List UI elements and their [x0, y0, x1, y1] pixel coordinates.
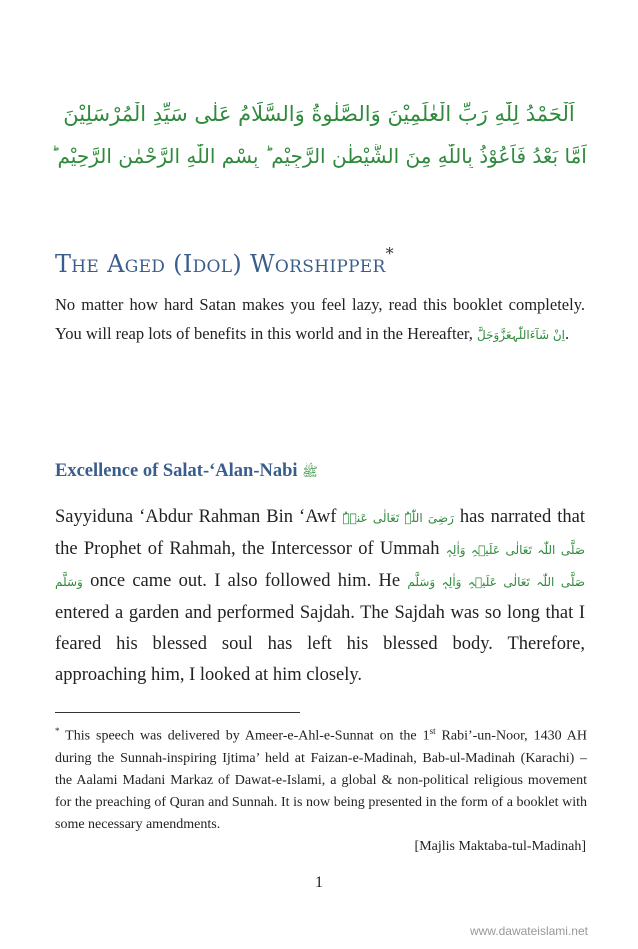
footnote-divider: [55, 712, 300, 713]
intro-end: .: [565, 324, 570, 343]
body-text-4: entered a garden and performed Sajdah. The Sajdah was so long that I feared his blessed soul has left his blessed body. Therefore, approaching him, I looked at him closely.: [55, 603, 585, 685]
body-paragraph: [55, 502, 585, 691]
footnote: [55, 720, 587, 836]
body-text-2: has narrated that the Prophet of Rahmah, the Intercessor of Ummah: [55, 507, 585, 559]
body-arabic-1: رَضِیَ اللّٰہُ تَعَالٰی عَنۡہُ: [342, 511, 454, 525]
page-title: [55, 244, 394, 279]
title-footnote-marker: *: [385, 244, 394, 264]
title-text: The Aged (Idol) Worshipper: [55, 250, 386, 279]
section-heading: [55, 461, 318, 483]
intro-paragraph: [55, 290, 585, 350]
body-arabic-3: صَلَّی اللّٰہ تَعَالٰی عَلَیۡہِ وَاٰلِہٖ وَسَلَّم: [407, 575, 585, 589]
footnote-text-2: Rabi’-un-Noor, 1430 AH during the Sunnah-inspiring Ijtima’ held at Faizan-e-Madinah, Bab-ul-Madinah (Karachi) – the Aalami Madani Markaz of Dawat-e-Islami, a global & non-political religious movement for the preaching of Quran and Sunnah. It is now being presented in the form of a booklet with some necessary amendments.: [55, 728, 587, 832]
section-heading-text: Excellence of Salat-‘Alan-Nabi: [55, 461, 298, 481]
body-arabic-2: صَلَّی اللّٰہ تَعَالٰی عَلَیۡہِ وَاٰلِہٖ وَسَلَّم: [55, 543, 586, 589]
footnote-signature: [Majlis Maktaba-tul-Madinah]: [414, 839, 586, 854]
intro-text: No matter how hard Satan makes you feel lazy, read this booklet completely. You will reap lots of benefits in this world and in the Hereafter,: [55, 295, 585, 343]
body-text-1: Sayyiduna ‘Abdur Rahman Bin ‘Awf: [55, 507, 343, 527]
footnote-text-1: This speech was delivered by Ameer-e-Ahl-e-Sunnat on the 1: [59, 728, 430, 744]
body-text-3: once came out. I also followed him. He: [82, 571, 408, 591]
honorific-icon: ﷺ: [302, 465, 318, 480]
page-number: 1: [315, 874, 323, 891]
intro-arabic-phrase: اِنْ شَآءَاللّٰہعَزَّوَجَلَّ: [477, 328, 566, 342]
footnote-ordinal: st: [429, 726, 436, 736]
invocation-line-2: اَمَّا بَعْدُ فَاَعُوْذُ بِاللّٰهِ مِنَ الشَّيْطٰنِ الرَّجِيْمِ ؕ بِسْمِ اللّٰهِ الرَّحْمٰنِ الرَّحِيْمِ ؕ: [51, 144, 587, 168]
footnote-marker: *: [55, 726, 60, 736]
website-link[interactable]: www.dawateislami.net: [469, 924, 588, 938]
invocation-line-1: اَلْحَمْدُ لِلّٰهِ رَبِّ الْعٰلَمِيْنَ وَالصَّلٰوةُ وَالسَّلَامُ عَلٰی سَيِّدِ الْمُرْسَلِيْنَ: [63, 102, 575, 126]
